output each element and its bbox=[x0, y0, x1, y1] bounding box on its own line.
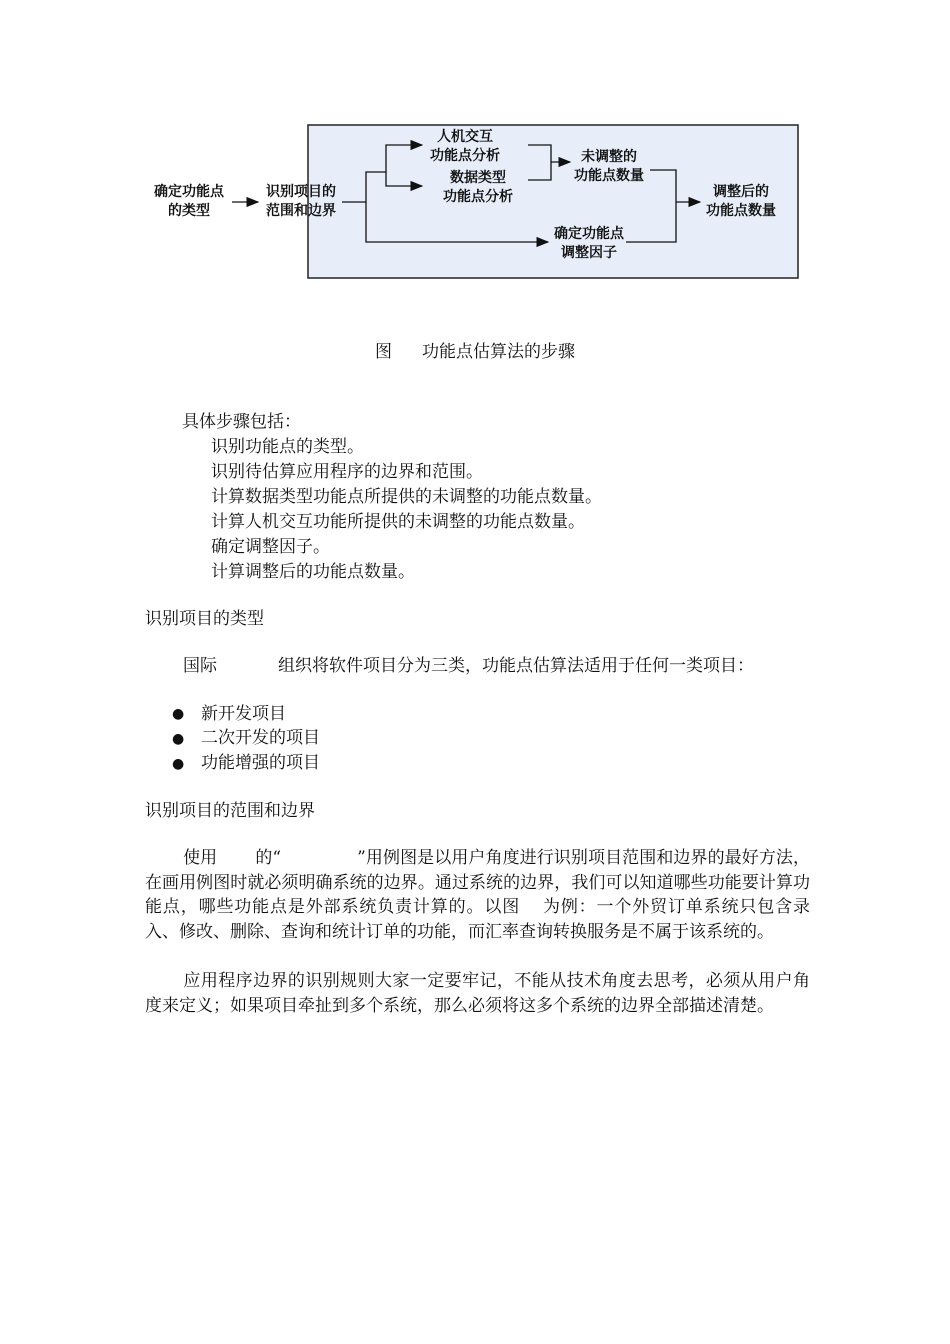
p1-seg-b: 的“ bbox=[255, 848, 282, 868]
node-data-line1: 数据类型 bbox=[450, 170, 506, 186]
section1-text-b: 组织将软件项目分为三类，功能点估算法适用于任何一类项目： bbox=[278, 656, 754, 676]
node-hci-line2: 功能点分析 bbox=[430, 148, 500, 164]
node-scope-line1: 识别项目的 bbox=[266, 184, 336, 200]
node-hci-line1: 人机交互 bbox=[437, 129, 493, 145]
bullet-item: 新开发项目 bbox=[201, 704, 286, 724]
section2-paragraph-1 bbox=[145, 846, 810, 944]
node-factor-line1: 确定功能点 bbox=[554, 226, 624, 242]
node-data-analysis bbox=[433, 169, 523, 207]
node-unadjusted bbox=[566, 148, 652, 186]
node-fp-type-line2: 的类型 bbox=[168, 203, 210, 219]
step-item: 计算人机交互功能所提供的未调整的功能点数量。 bbox=[211, 512, 585, 532]
p1-seg-c: ”用例图是以用户角度进行识别项目范围和边界的最好方法，在画用例图时就必须明确系统的边界。通过系统的边界，我们可以知道哪些功能要计算功能点，哪些功能点是外部系统负责计算的。以图 bbox=[145, 848, 810, 917]
section-heading-project-type: 识别项目的类型 bbox=[145, 609, 264, 629]
bullet-dot-icon: ● bbox=[172, 731, 185, 747]
node-fp-type-line1: 确定功能点 bbox=[154, 184, 224, 200]
step-item: 识别待估算应用程序的边界和范围。 bbox=[211, 462, 483, 482]
step-item: 计算数据类型功能点所提供的未调整的功能点数量。 bbox=[211, 487, 602, 507]
node-fp-type bbox=[143, 183, 235, 221]
bullet-item: 二次开发的项目 bbox=[201, 728, 320, 748]
step-item: 识别功能点的类型。 bbox=[211, 437, 364, 457]
node-factor-line2: 调整因子 bbox=[561, 245, 617, 261]
node-unadjusted-line1: 未调整的 bbox=[581, 149, 637, 165]
bullet-dot-icon: ● bbox=[172, 706, 185, 722]
bullet-item: 功能增强的项目 bbox=[201, 753, 320, 773]
node-data-line2: 功能点分析 bbox=[443, 189, 513, 205]
p2-text: 应用程序边界的识别规则大家一定要牢记，不能从技术角度去思考，必须从用户角度来定义；如果项目牵扯到多个系统，那么必须将这多个系统的边界全部描述清楚。 bbox=[145, 971, 810, 1016]
node-scope-line2: 范围和边界 bbox=[266, 203, 336, 219]
section2-paragraph-2 bbox=[145, 969, 810, 1018]
caption-title: 功能点估算法的步骤 bbox=[422, 342, 575, 362]
node-scope bbox=[258, 183, 344, 221]
node-unadjusted-line2: 功能点数量 bbox=[574, 168, 644, 184]
bullet-dot-icon: ● bbox=[172, 756, 185, 772]
p1-seg-d: 为例：一个外贸订单系统只包含录入、修改、删除、查询和统计订单的功能，而汇率查询转换服务是不属于该系统的。 bbox=[145, 897, 811, 942]
p1-seg-a: 使用 bbox=[183, 848, 218, 868]
function-point-diagram bbox=[0, 0, 950, 300]
node-adjusted-line2: 功能点数量 bbox=[706, 203, 776, 219]
caption-prefix: 图 bbox=[375, 342, 392, 362]
step-item: 确定调整因子。 bbox=[211, 537, 330, 557]
section-heading-scope: 识别项目的范围和边界 bbox=[145, 801, 315, 821]
figure-caption bbox=[0, 337, 950, 362]
node-hci-analysis bbox=[420, 128, 510, 166]
step-item: 计算调整后的功能点数量。 bbox=[211, 562, 415, 582]
node-adjusted-line1: 调整后的 bbox=[713, 184, 769, 200]
section1-text-a: 国际 bbox=[183, 656, 217, 676]
steps-intro: 具体步骤包括： bbox=[182, 412, 301, 432]
node-adjusted bbox=[696, 183, 786, 221]
node-adjust-factor bbox=[544, 225, 634, 263]
